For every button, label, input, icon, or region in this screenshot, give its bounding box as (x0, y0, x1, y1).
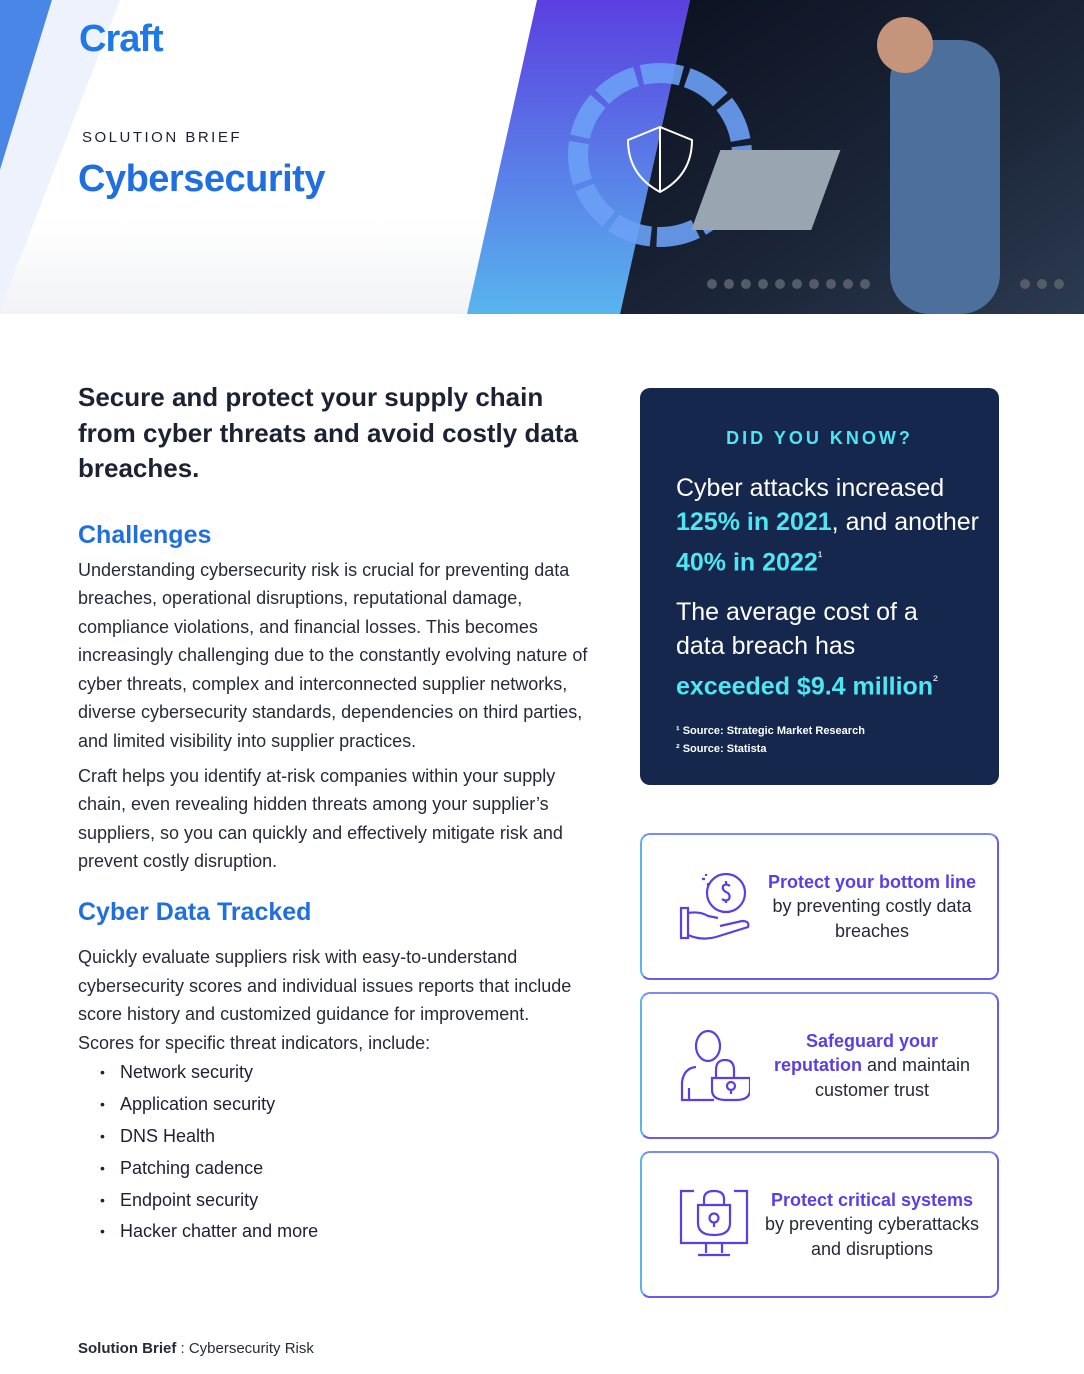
stat-text: Cyber attacks increased (676, 474, 945, 502)
list-item: • DNS Health (100, 1121, 588, 1153)
challenges-paragraph-1: Understanding cybersecurity risk is crucial for preventing data breaches, operational disruptions, reputational damage, compliance violations, and financial losses. This becomes increasingly challenging due to the constantly evolving nature of cyber threats, complex and interconnected supplier networks, diverse cybersecurity standards, dependencies on third parties, and limited visibility into supplier practices. (78, 559, 588, 752)
sources (676, 722, 999, 758)
user-lock-icon (678, 1030, 750, 1102)
stat-attacks (676, 471, 999, 579)
hand-dollar-icon (678, 871, 750, 943)
lead-heading: Secure and protect your supply chain from cyber threats and avoid costly data breaches. (78, 382, 578, 483)
main-column (78, 380, 588, 1248)
footer (78, 1340, 314, 1357)
indicator-list (100, 1057, 588, 1248)
challenges-paragraph-2: Craft helps you identify at-risk companies within your supply chain, even revealing hidden threats among your supplier’s suppliers, so you can quickly and effectively mitigate risk and prevent costly disruption. (78, 765, 563, 872)
stat-breach-cost (676, 595, 966, 703)
list-item: • Patching cadence (100, 1153, 588, 1185)
benefit-rest: by preventing costly data breaches (772, 896, 972, 941)
benefit-text (762, 1188, 982, 1262)
challenges-heading: Challenges (78, 520, 212, 549)
tracked-paragraph: Quickly evaluate suppliers risk with easy-to-understand cybersecurity scores and individual issues reports that include score history and customized guidance for improvement. Scores for specific threat indicators, include: (78, 947, 572, 1053)
benefit-text (762, 1029, 982, 1103)
stat-highlight: 125% in 2021 (676, 508, 832, 536)
monitor-lock-icon (678, 1189, 750, 1261)
footnote-marker: ¹ (817, 548, 823, 564)
craft-logo: Craft (79, 18, 163, 60)
list-item: • Application security (100, 1089, 588, 1121)
page-title: Cybersecurity (78, 158, 325, 200)
list-item: • Hacker chatter and more (100, 1216, 588, 1248)
list-item: • Network security (100, 1057, 588, 1089)
footer-label: Solution Brief (78, 1340, 177, 1357)
benefit-card-bottom-line (640, 833, 999, 980)
benefit-bold: Safeguard your reputation (773, 1030, 939, 1076)
list-item: • Endpoint security (100, 1185, 588, 1217)
doc-kicker: SOLUTION BRIEF (82, 129, 243, 146)
person-photo (890, 40, 1000, 314)
benefit-rest: and maintain customer trust (814, 1055, 971, 1100)
benefit-bold: Protect critical systems (770, 1189, 974, 1210)
hero-banner (0, 0, 1084, 314)
did-you-know-box (640, 388, 999, 785)
did-you-know-heading: DID YOU KNOW? (726, 428, 913, 448)
benefit-card-reputation (640, 992, 999, 1139)
footer-text: : Cybersecurity Risk (176, 1340, 314, 1357)
benefit-bold: Protect your bottom line (767, 871, 976, 892)
benefit-text (762, 870, 982, 944)
footnote-marker: ² (933, 672, 938, 689)
benefit-card-critical-systems (640, 1151, 999, 1298)
stat-text: The average cost of a data breach has (676, 598, 918, 661)
source-2: ² Source: Statista (676, 742, 767, 755)
tracked-heading: Cyber Data Tracked (78, 898, 312, 927)
stat-highlight: exceeded $9.4 million (676, 672, 934, 701)
stat-highlight: 40% in 2022 (676, 548, 818, 577)
benefit-rest: by preventing cyberattacks and disruptions (764, 1214, 980, 1259)
stat-text: , and another (831, 508, 980, 536)
source-1: ¹ Source: Strategic Market Research (676, 724, 865, 737)
